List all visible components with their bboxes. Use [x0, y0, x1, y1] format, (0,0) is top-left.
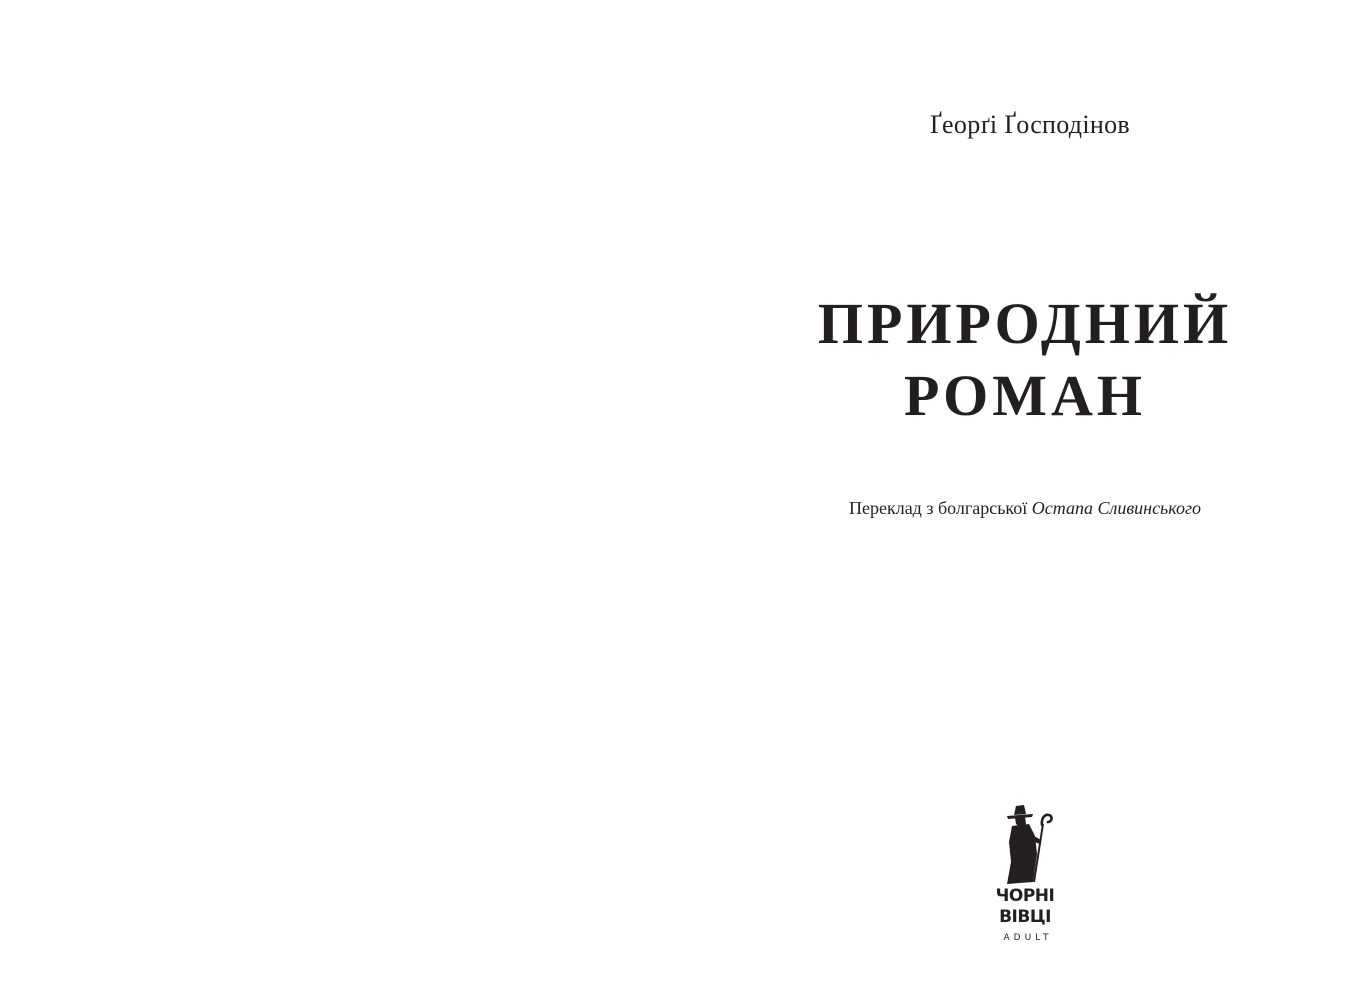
left-page-blank	[0, 0, 680, 1000]
author-name: Ґеорґі Ґосподінов	[930, 110, 1130, 139]
logo-text-line-3: ADULT	[1003, 933, 1053, 943]
book-title-line-1: ПРИРОДНИЙ	[817, 291, 1233, 356]
logo-text-line-1: ЧОРНІ	[995, 886, 1055, 906]
publisher-logo	[985, 802, 1065, 952]
logo-text-line-2: ВІВЦІ	[999, 907, 1051, 927]
translation-credit	[780, 498, 1270, 519]
book-title	[790, 288, 1260, 432]
book-title-line-2: РОМАН	[904, 363, 1146, 428]
shepherd-icon	[985, 802, 1065, 886]
title-page	[680, 0, 1361, 1000]
translation-prefix: Переклад з болгарської	[848, 498, 1028, 518]
translator-name: Остапа Сливинського	[1031, 498, 1202, 518]
